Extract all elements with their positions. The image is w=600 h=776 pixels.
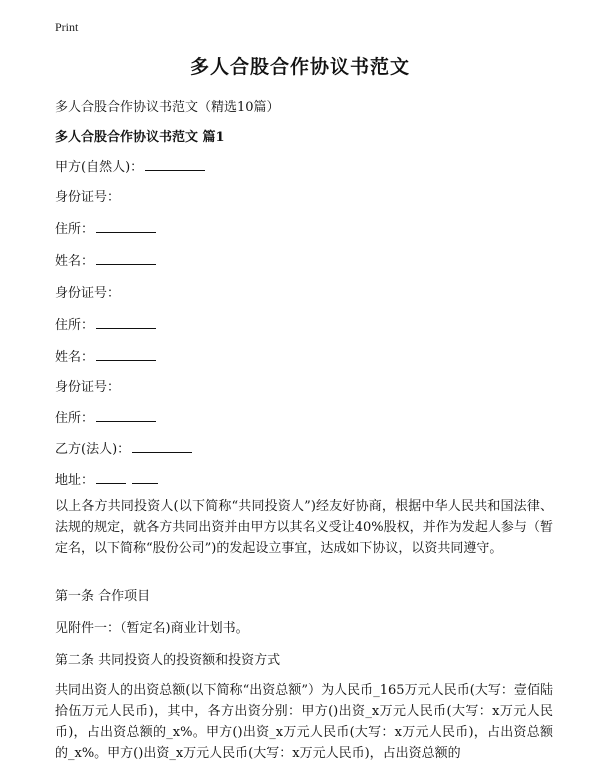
fill-blank	[96, 220, 156, 233]
fill-blank	[96, 409, 156, 422]
fill-blank	[96, 348, 156, 361]
field-party-a	[55, 156, 205, 175]
document-subtitle: 多人合股合作协议书范文（精选10篇）	[55, 100, 280, 115]
field-label: 甲方(自然人)：	[55, 160, 144, 175]
field-label: 地址：	[55, 473, 95, 488]
field-label: 住所：	[55, 411, 95, 426]
article-2-title: 第二条 共同投资人的投资额和投资方式	[55, 653, 281, 668]
field-label: 身份证号：	[55, 190, 121, 205]
print-link[interactable]: Print	[55, 20, 79, 34]
field-label: 姓名：	[55, 350, 95, 365]
field-name	[55, 250, 156, 269]
field-address	[55, 407, 156, 426]
field-id-number	[55, 186, 120, 205]
field-label: 住所：	[55, 222, 95, 237]
fill-blank	[96, 471, 126, 484]
field-address-b	[55, 469, 158, 488]
field-label: 住所：	[55, 318, 95, 333]
article-1-title: 第一条 合作项目	[55, 589, 151, 604]
document-title: 多人合股合作协议书范文	[189, 56, 410, 78]
fill-blank	[145, 158, 205, 171]
article-2-text: 共同出资人的出资总额(以下简称“出资总额”）为人民币_165万元人民币(大写：壹佰陆拾伍万元人民币)，其中，各方出资分别：甲方()出资_x万元人民币(大写：x万元人民币)，占出资总额的_x%。甲方()出资_x万元人民币(大写：x万元人民币)，占出资总额的_x%。甲方()出资_x万元人民币(大写：x万元人民币)，占出资总额的	[55, 683, 553, 761]
field-party-b	[55, 438, 192, 457]
field-address	[55, 314, 156, 333]
field-label: 姓名：	[55, 254, 95, 269]
fill-blank	[132, 471, 158, 484]
field-address	[55, 218, 156, 237]
field-id-number	[55, 376, 120, 395]
field-label: 身份证号：	[55, 380, 121, 395]
field-name	[55, 346, 156, 365]
fill-blank	[132, 440, 192, 453]
intro-paragraph: 以上各方共同投资人(以下简称“共同投资人”)经友好协商，根据中华人民共和国法律、法规的规定，就各方共同出资并由甲方以其名义受让40%股权，并作为发起人参与（暂定名，以下简称“股份公司”)的发起设立事宜，达成如下协议，以资共同遵守。	[55, 499, 553, 556]
fill-blank	[96, 252, 156, 265]
article-1-text: 见附件一：（暂定名)商业计划书。	[55, 621, 249, 636]
field-id-number	[55, 282, 120, 301]
fill-blank	[96, 316, 156, 329]
field-label: 乙方(法人)：	[55, 442, 131, 457]
field-label: 身份证号：	[55, 286, 121, 301]
section-heading: 多人合股合作协议书范文 篇1	[55, 130, 225, 145]
